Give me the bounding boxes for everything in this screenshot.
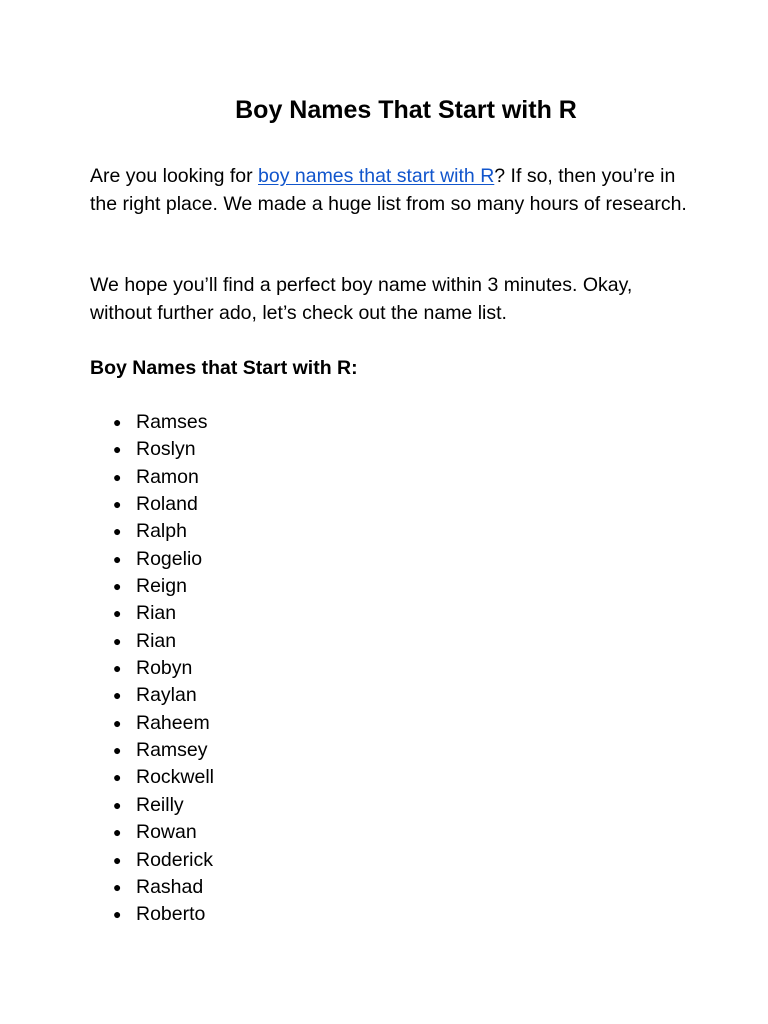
list-item — [0, 710, 768, 737]
bullet-icon: ● — [113, 769, 122, 786]
name-text: Rian — [136, 602, 177, 625]
bullet-icon: ● — [113, 742, 122, 759]
list-item — [0, 409, 768, 436]
name-text: Robyn — [136, 657, 193, 680]
bullet-icon: ● — [113, 714, 122, 731]
bullet-icon: ● — [113, 824, 122, 841]
bullet-icon: ● — [113, 906, 122, 923]
list-item — [0, 819, 768, 846]
boy-names-r-link[interactable]: boy names that start with R — [258, 165, 495, 187]
list-item — [0, 436, 768, 463]
bullet-icon: ● — [113, 578, 122, 595]
name-text: Reign — [136, 575, 187, 598]
name-text: Roslyn — [136, 438, 196, 461]
name-text: Rogelio — [136, 547, 203, 570]
bullet-icon: ● — [113, 523, 122, 540]
name-text: Rockwell — [136, 766, 215, 789]
name-text: Ralph — [136, 520, 187, 543]
name-text: Roberto — [136, 903, 206, 926]
bullet-icon: ● — [113, 878, 122, 895]
bullet-icon: ● — [113, 632, 122, 649]
list-item — [0, 573, 768, 600]
name-text: Roland — [136, 493, 198, 516]
list-item — [0, 628, 768, 655]
list-item — [0, 600, 768, 627]
name-text: Ramon — [136, 465, 199, 488]
name-text: Rowan — [136, 821, 197, 844]
name-text: Raheem — [136, 711, 210, 734]
name-text: Ramses — [136, 411, 208, 433]
list-item — [0, 874, 768, 901]
name-text: Ramsey — [136, 739, 208, 762]
bullet-icon: ● — [113, 468, 122, 485]
page-title: Boy Names That Start with R — [235, 96, 577, 124]
name-text: Rashad — [136, 875, 204, 898]
name-list — [0, 409, 768, 929]
intro-paragraph — [90, 163, 690, 218]
list-item — [0, 847, 768, 874]
list-item — [0, 764, 768, 791]
bullet-icon: ● — [113, 660, 122, 677]
bullet-icon: ● — [113, 496, 122, 513]
intro-text-after-link: ? If so, then you’re in the right place. We made a huge list from so many hours of research. — [90, 165, 687, 215]
list-item — [0, 518, 768, 545]
bullet-icon: ● — [113, 605, 122, 622]
list-item — [0, 901, 768, 928]
bullet-icon: ● — [113, 414, 122, 430]
bullet-icon: ● — [113, 687, 122, 704]
list-item — [0, 491, 768, 518]
list-item — [0, 464, 768, 491]
bullet-icon: ● — [113, 796, 122, 813]
intro-text-before-link: Are you looking for — [90, 165, 259, 187]
bullet-icon: ● — [113, 550, 122, 567]
name-text: Roderick — [136, 848, 213, 871]
bullet-icon: ● — [113, 441, 122, 458]
list-item — [0, 546, 768, 573]
name-text: Reilly — [136, 793, 184, 816]
bullet-icon: ● — [113, 851, 122, 868]
name-text: Rian — [136, 629, 177, 652]
list-item — [0, 737, 768, 764]
section-heading: Boy Names that Start with R: — [90, 357, 358, 379]
list-item — [0, 792, 768, 819]
name-text: Raylan — [136, 684, 197, 707]
list-item — [0, 655, 768, 682]
list-item — [0, 682, 768, 709]
second-paragraph: We hope you’ll find a perfect boy name within 3 minutes. Okay, without further ado, let’s check out the name list. — [90, 274, 633, 324]
